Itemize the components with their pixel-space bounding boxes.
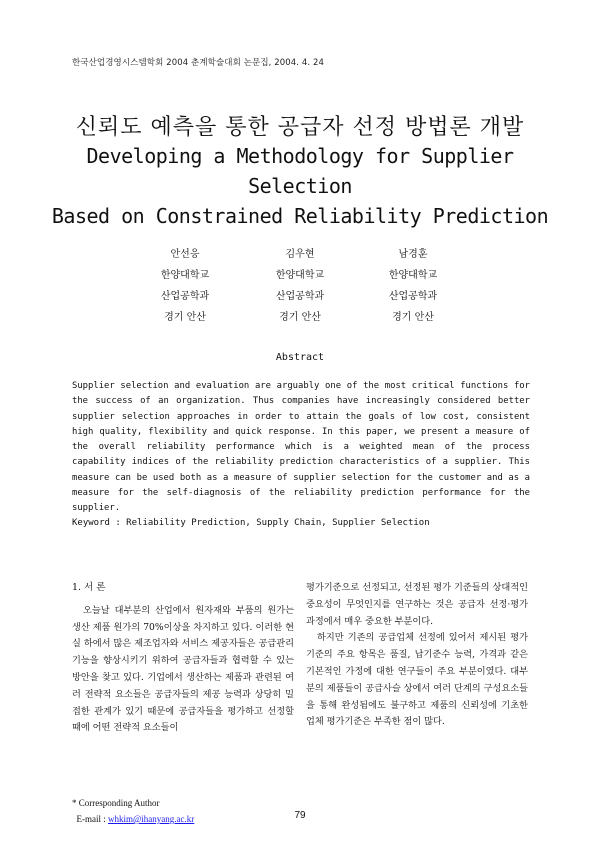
title-english-line1: Developing a Methodology for Supplier: [86, 144, 514, 168]
author-location: 경기 안산: [279, 312, 321, 323]
body-paragraph: 오늘날 대부분의 산업에서 원자재와 부품의 원가는 생산 제품 원가의 70%이상을 차지하고 있다. 이러한 현실 하에서 많은 제조업자와 서비스 제공자들은 공급관리 기능을 향상시키기 위하여 공급자들과 협력할 수 있는 방안을 찾고 있다. 기업에서 생산하는 제품과 관련된 여러 전략적 요소들은 공급자들의 제공 능력과 상당히 밀접한 관계가 있기 때문에 공급자들을 평가하고 선정할 때에 어떤 전략적 요소들이: [72, 604, 294, 734]
author-department: 산업공학과: [275, 291, 325, 302]
email-label: E-mail :: [76, 814, 108, 824]
author-block: [130, 244, 240, 328]
title-english-line3: Based on Constrained Reliability Prediction: [51, 204, 549, 228]
author-department: 산업공학과: [388, 291, 438, 302]
email-link[interactable]: whkim@ihanyang.ac.kr: [108, 814, 195, 824]
body-paragraph-continued: 평가기준으로 선정되고, 선정된 평가 기준들의 상대적인 중요성이 무엇인지를 연구하는 것은 공급자 선정·평가 과정에서 매우 중요한 부분이다.: [306, 582, 528, 627]
author-university: 한양대학교: [275, 270, 325, 281]
corresponding-author-note: * Corresponding Author: [72, 798, 160, 808]
body-column-left: [72, 580, 294, 737]
author-location: 경기 안산: [164, 312, 206, 323]
author-university: 한양대학교: [388, 270, 438, 281]
author-name: 남경훈: [398, 249, 428, 260]
author-university: 한양대학교: [160, 270, 210, 281]
abstract-heading: Abstract: [275, 352, 325, 363]
author-location: 경기 안산: [392, 312, 434, 323]
author-block: [358, 244, 468, 328]
title-korean: 신뢰도 예측을 통한 공급자 선정 방법론 개발: [75, 115, 525, 140]
abstract-body: Supplier selection and evaluation are arguably one of the most critical functions for the success of an organization. Thus companies have increasingly considered better supplier selection approaches in order to attain the goals of low cost, consistent high quality, flexibility and quick response. In this paper, we present a measure of the overall reliability performance which is a weighted mean of the process capability indices of the reliability prediction characteristics of a supplier. This measure can be used both as a measure of supplier selection for the customer and as a measure for the self-diagnosis of the reliability prediction performance for the supplier.: [72, 381, 530, 514]
title-english-line2: Selection: [248, 174, 352, 198]
section-heading: 1. 서 론: [72, 582, 106, 593]
keywords: Keyword : Reliability Prediction, Supply Chain, Supplier Selection: [72, 518, 430, 528]
page-number: 79: [294, 810, 306, 821]
body-paragraph: 하지만 기존의 공급업체 선정에 있어서 제시된 평가 기준의 주요 항목은 품질, 납기준수 능력, 가격과 같은 기본적인 가정에 대한 연구들이 주요 부분이였다. 대부분의 제품들이 공급사슬 상에서 여러 단계의 구성요소들을 통해 완성됨에도 불구하고 제품의 신뢰성에 기초한 업체 평가기준은 부족한 점이 많다.: [306, 632, 528, 728]
author-department: 산업공학과: [160, 291, 210, 302]
author-name: 김우현: [285, 249, 315, 260]
author-block: [245, 244, 355, 328]
journal-header: 한국산업경영시스템학회 2004 춘계학술대회 논문집, 2004. 4. 24: [72, 58, 325, 68]
body-column-right: [306, 580, 528, 731]
author-name: 안선응: [170, 249, 200, 260]
